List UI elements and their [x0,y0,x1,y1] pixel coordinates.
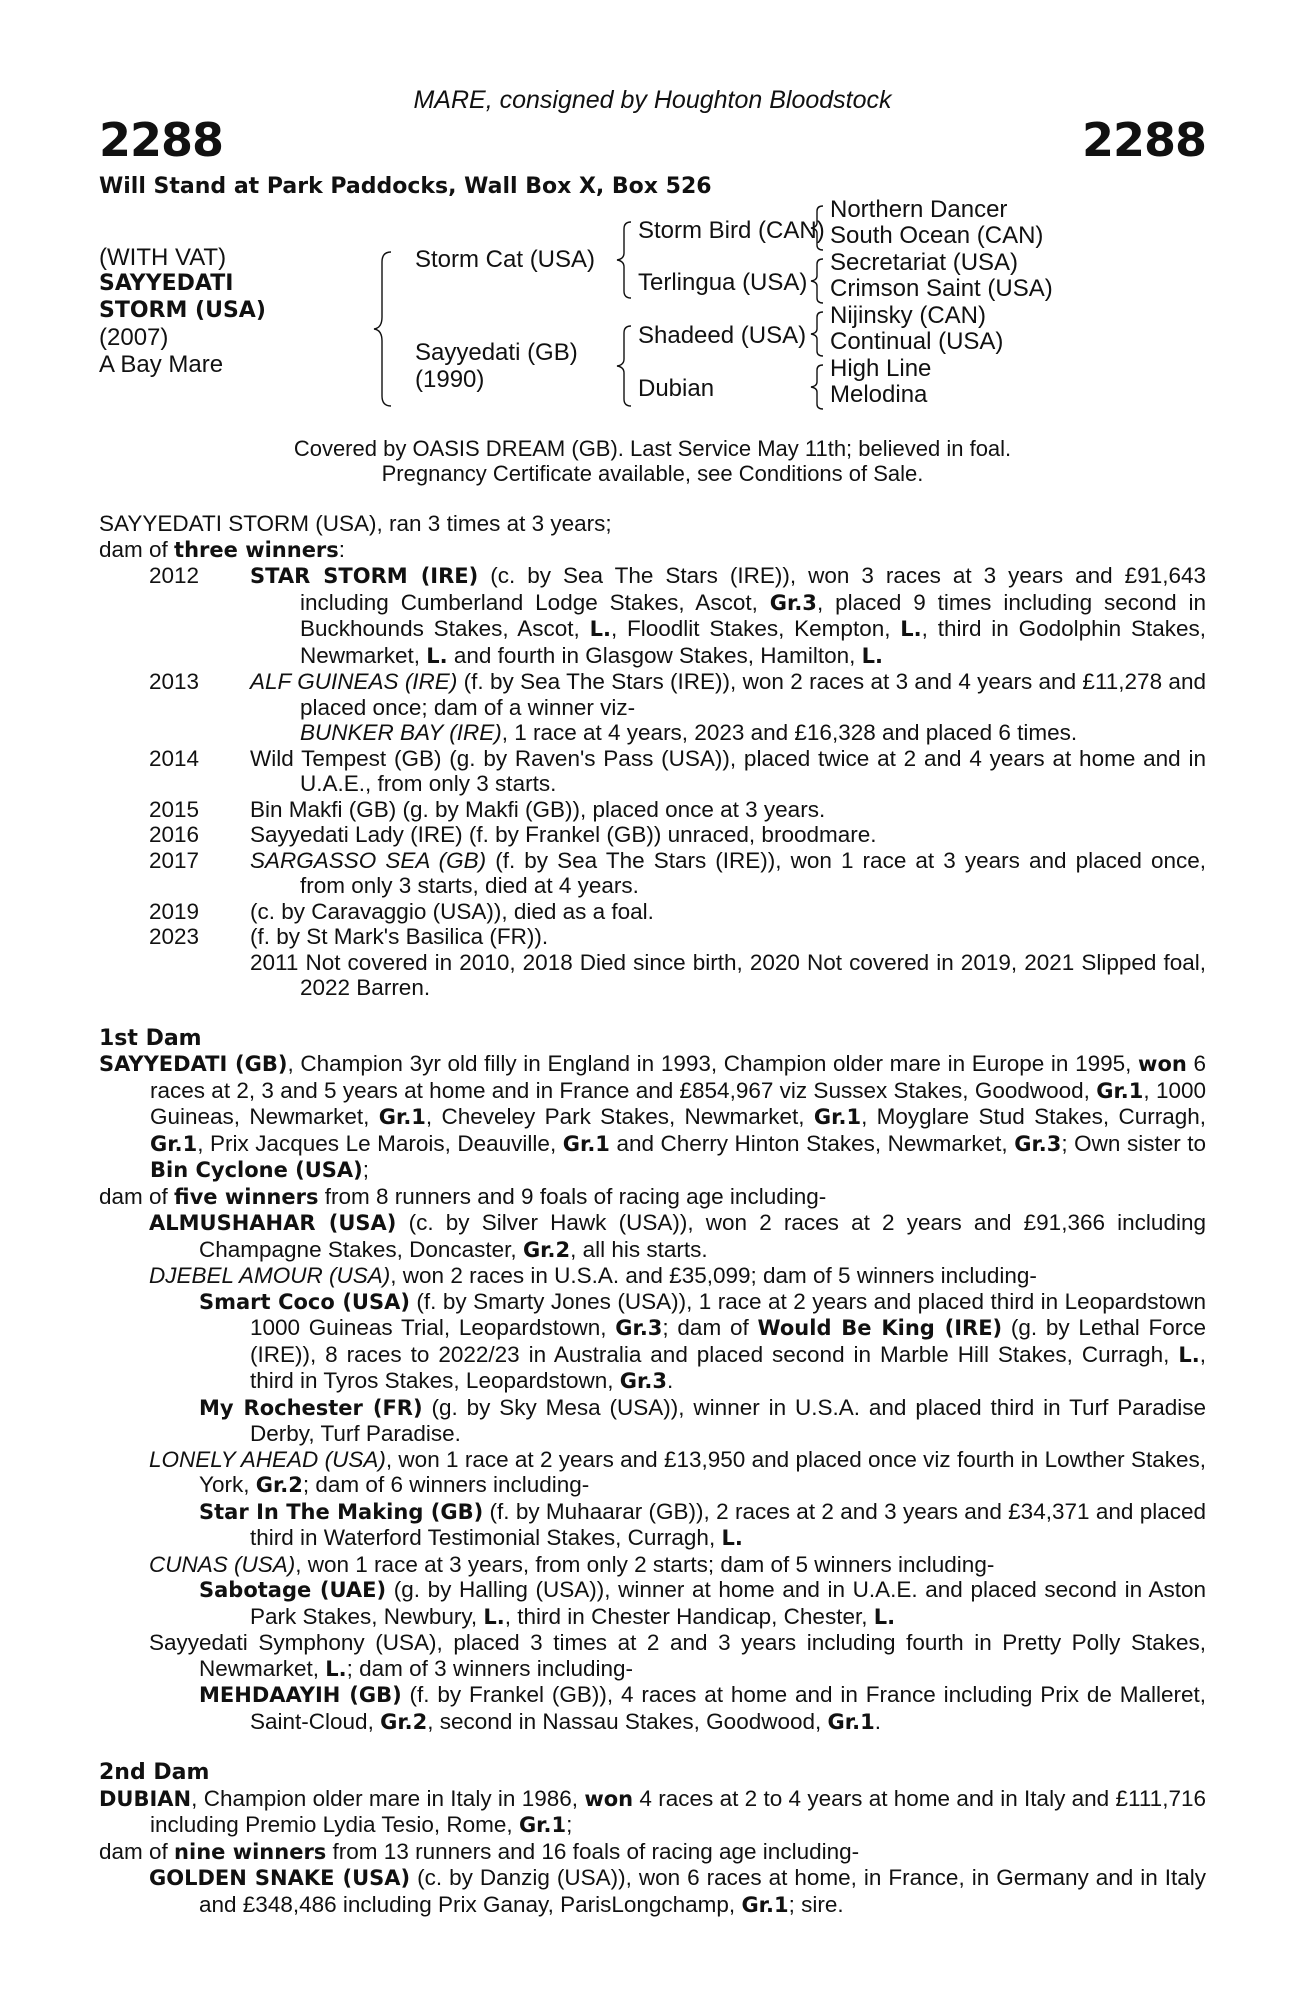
covering-line1: Covered by OASIS DREAM (GB). Last Service May 11th; believed in foal. [293,436,1012,461]
entry-sayyedati-symphony: Sayyedati Symphony (USA), placed 3 times at 2 and 3 years including fourth in Pretty Polly Stakes, Newmarket, L.; dam of 3 winners including- [149,1630,1206,1681]
produce-2012: 2012 STAR STORM (IRE) (c. by Sea The Stars (IRE)), won 3 races at 3 years and £91,643 including Cumberland Lodge Stakes, Ascot, Gr.3, placed 9 times including second in Buckhounds Stakes, Ascot, L., Floodlit Stakes, Kempton, L., third in Godolphin Stakes, Newmarket, L. and fourth in Glasgow Stakes, Hamilton, L. [99,563,1206,669]
second-dam-paragraph: DUBIAN, Champion older mare in Italy in 1986, won 4 races at 2 to 4 years at home and in Italy and £111,716 including Premio Lydia Tesio, Rome, Gr.1; [99,1785,1206,1837]
produce-notes: 2011 Not covered in 2010, 2018 Died since birth, 2020 Not covered in 2019, 2021 Slipped foal, 2022 Barren. [250,949,1206,1000]
produce-name: STAR STORM (IRE) [250,564,479,588]
pedigree-table [99,196,1206,430]
brace-g3-2 [809,257,825,305]
entry-almushahar: ALMUSHAHAR (USA) (c. by Silver Hawk (USA)), won 2 races at 2 years and £91,366 including Champagne Stakes, Doncaster, Gr.2, all his starts. [149,1210,1206,1262]
produce-2014: 2014 Wild Tempest (GB) (g. by Raven's Pass (USA)), placed twice at 2 and 4 years at home and in U.A.E., from only 3 starts. [149,745,1206,796]
produce-year: 2013 [149,669,200,694]
entry-golden-snake: GOLDEN SNAKE (USA) (c. by Danzig (USA)), won 6 races at home, in France, in Germany and in Italy and £348,486 including Prix Ganay, ParisLongchamp, Gr.1; sire. [149,1865,1207,1917]
first-dam-paragraph: SAYYEDATI (GB), Champion 3yr old filly in England in 1993, Champion older mare in Europe in 1995, won 6 races at 2, 3 and 5 years at home and in France and £854,967 viz Sussex Stakes, Goodwood, Gr.1, 1000 Guineas, Newmarket, Gr.1, Cheveley Park Stakes, Newmarket, Gr.1, Moyglare Stud Stakes, Curragh, Gr.1, Prix Jacques Le Marois, Deauville, Gr.1 and Cherry Hinton Stakes, Newmarket, Gr.3; Own sister to Bin Cyclone (USA); [99,1051,1207,1182]
gen3-4: Crimson Saint (USA) [830,275,1053,302]
brace-g3-1 [809,204,825,252]
vat-note: (WITH VAT) [99,244,227,271]
entry-djebel-amour: DJEBEL AMOUR (USA), won 2 races in U.S.A. and £35,099; dam of 5 winners including- [149,1263,1037,1288]
entry-my-rochester: My Rochester (FR) (g. by Sky Mesa (USA)), winner in U.S.A. and placed third in Turf Paradise Derby, Turf Paradise. [199,1394,1207,1446]
horse-name-line2: STORM (USA) [99,298,266,323]
intro-line: SAYYEDATI STORM (USA), ran 3 times at 3 years; [99,511,612,536]
horse-year: (2007) [99,324,169,351]
produce-year: 2012 [149,563,200,588]
produce-offspring-name: BUNKER BAY (IRE) [300,720,502,745]
entry-mehdaayih: MEHDAAYIH (GB) (f. by Frankel (GB)), 4 races at home and in France including Prix de Malleret, Saint-Cloud, Gr.2, second in Nassau Stakes, Goodwood, Gr.1. [199,1682,1206,1734]
dam: Sayyedati (GB) [415,339,578,366]
lot-number-right: 2288 [1081,113,1206,167]
gen3-2: South Ocean (CAN) [830,222,1044,249]
produce-2015: 2015 Bin Makfi (GB) (g. by Makfi (GB)), placed once at 3 years. [149,796,826,822]
lot-number-left: 2288 [99,113,224,167]
entry-smart-coco: Smart Coco (USA) (f. by Smarty Jones (USA)), 1 race at 2 years and placed third in Leopardstown 1000 Guineas Trial, Leopardstown, Gr.3; dam of Would Be King (IRE) (g. by Lethal Force (IRE)), 8 races to 2022/23 in Australia and placed second in Marble Hill Stakes, Curragh, L., third in Tyros Stakes, Leopardstown, Gr.3. [199,1288,1206,1393]
produce-name: SARGASSO SEA (GB) [250,847,487,873]
entry-cunas: CUNAS (USA), won 1 race at 3 years, from only 2 starts; dam of 5 winners including- [149,1551,995,1577]
gen3-3: Secretariat (USA) [830,249,1019,276]
brace-g3-4 [809,363,825,411]
gen2-3: Shadeed (USA) [638,322,807,349]
entry-star-in-the-making: Star In The Making (GB) (f. by Muhaarar (GB)), 2 races at 2 and 3 years and £34,371 and placed third in Waterford Testimonial Stakes, Curragh, L. [199,1498,1206,1550]
produce-2013: 2013 ALF GUINEAS (IRE) (f. by Sea The Stars (IRE)), won 2 races at 3 and 4 years and £11,278 and placed once; dam of a winner viz- BUNKER BAY (IRE), 1 race at 4 years, 2023 and £16,328 and placed 6 times. [99,669,1206,746]
first-dam-heading: 1st Dam [99,1025,202,1051]
intro-dam-of: dam of three winners: [99,536,346,562]
consignment-line: MARE, consigned by Houghton Bloodstock [413,86,892,114]
horse-name-line1: SAYYEDATI [99,271,234,296]
gen2-2: Terlingua (USA) [638,269,808,296]
second-dam-dam-of: dam of nine winners from 13 runners and 16 foals of racing age including- [99,1838,860,1864]
produce-2016: 2016 Sayyedati Lady (IRE) (f. by Frankel (GB)) unraced, broodmare. [149,822,877,847]
gen2-1: Storm Bird (CAN) [638,217,825,244]
stand-location: Will Stand at Park Paddocks, Wall Box X, Box 526 [99,174,712,199]
gen2-4: Dubian [638,375,715,402]
sire: Storm Cat (USA) [415,246,596,273]
produce-2019: 2019 (c. by Caravaggio (USA)), died as a foal. [149,898,654,924]
catalogue-body [99,511,1206,1918]
first-dam-dam-of: dam of five winners from 8 runners and 9 foals of racing age including- [99,1183,827,1209]
gen3-5: Nijinsky (CAN) [830,302,986,329]
brace-sire [615,220,633,300]
brace-main [371,250,393,408]
second-dam-heading: 2nd Dam [99,1760,210,1785]
horse-description: A Bay Mare [99,351,224,378]
covering-line2: Pregnancy Certificate available, see Conditions of Sale. [381,461,924,486]
brace-dam [615,324,633,408]
gen3-8: Melodina [830,381,928,408]
produce-name: ALF GUINEAS (IRE) [250,669,458,694]
entry-sabotage: Sabotage (UAE) (g. by Halling (USA)), winner at home and in U.A.E. and placed second in Aston Park Stakes, Newbury, L., third in Chester Handicap, Chester, L. [199,1577,1207,1629]
produce-2023: 2023 (f. by St Mark's Basilica (FR)). [149,924,549,949]
produce-2017: 2017 SARGASSO SEA (GB) (f. by Sea The Stars (IRE)), won 1 race at 3 years and placed once, from only 3 starts, died at 4 years. [149,847,1206,898]
entry-lonely-ahead: LONELY AHEAD (USA), won 1 race at 2 years and £13,950 and placed once viz fourth in Lowther Stakes, York, Gr.2; dam of 6 winners including- [149,1446,1206,1497]
gen3-1: Northern Dancer [830,196,1008,223]
gen3-7: High Line [830,355,932,382]
dam-year: (1990) [415,366,485,393]
gen3-6: Continual (USA) [830,328,1004,355]
brace-g3-3 [809,310,825,358]
